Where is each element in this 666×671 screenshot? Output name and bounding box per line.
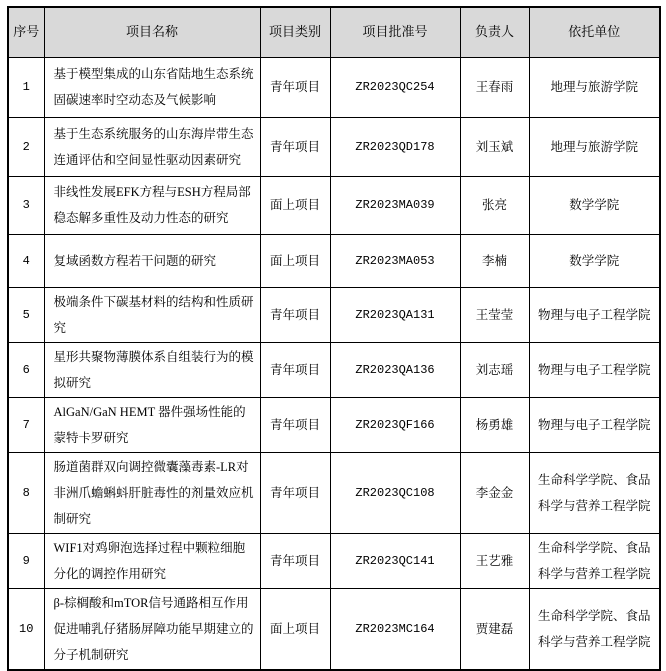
row-leader: 刘志瑶 xyxy=(460,342,529,397)
row-project-name: 非线性发展EFK方程与ESH方程局部稳态解多重性及动力性态的研究 xyxy=(44,176,260,234)
row-leader: 李楠 xyxy=(460,234,529,287)
row-leader: 王春雨 xyxy=(460,57,529,117)
row-leader: 杨勇雄 xyxy=(460,397,529,452)
table-row xyxy=(8,57,660,117)
header-grant-number: 项目批准号 xyxy=(330,7,460,57)
projects-table xyxy=(7,6,661,671)
row-category: 青年项目 xyxy=(260,452,330,533)
row-category: 面上项目 xyxy=(260,588,330,670)
row-seq: 5 xyxy=(8,287,44,342)
table-row xyxy=(8,452,660,533)
row-institution: 地理与旅游学院 xyxy=(529,117,660,176)
table-header xyxy=(8,7,660,57)
row-grant-number: ZR2023QC254 xyxy=(330,57,460,117)
row-grant-number: ZR2023MC164 xyxy=(330,588,460,670)
row-project-name: 基于模型集成的山东省陆地生态系统固碳速率时空动态及气候影响 xyxy=(44,57,260,117)
row-institution: 生命科学学院、食品科学与营养工程学院 xyxy=(529,452,660,533)
table-row xyxy=(8,234,660,287)
row-institution: 生命科学学院、食品科学与营养工程学院 xyxy=(529,588,660,670)
row-category: 青年项目 xyxy=(260,57,330,117)
header-seq: 序号 xyxy=(8,7,44,57)
row-category: 青年项目 xyxy=(260,342,330,397)
row-institution: 物理与电子工程学院 xyxy=(529,397,660,452)
row-project-name: 基于生态系统服务的山东海岸带生态连通评估和空间显性驱动因素研究 xyxy=(44,117,260,176)
row-institution: 物理与电子工程学院 xyxy=(529,287,660,342)
row-seq: 9 xyxy=(8,533,44,588)
row-leader: 王艺雅 xyxy=(460,533,529,588)
row-grant-number: ZR2023QC108 xyxy=(330,452,460,533)
row-project-name: 星形共聚物薄膜体系自组装行为的模拟研究 xyxy=(44,342,260,397)
row-leader: 刘玉斌 xyxy=(460,117,529,176)
table-row xyxy=(8,533,660,588)
row-leader: 张亮 xyxy=(460,176,529,234)
row-project-name: 复域函数方程若干问题的研究 xyxy=(44,234,260,287)
row-category: 青年项目 xyxy=(260,397,330,452)
row-category: 面上项目 xyxy=(260,234,330,287)
row-category: 青年项目 xyxy=(260,533,330,588)
row-seq: 10 xyxy=(8,588,44,670)
row-institution: 数学学院 xyxy=(529,234,660,287)
row-grant-number: ZR2023QC141 xyxy=(330,533,460,588)
row-seq: 7 xyxy=(8,397,44,452)
table-row xyxy=(8,117,660,176)
row-grant-number: ZR2023MA053 xyxy=(330,234,460,287)
header-category: 项目类别 xyxy=(260,7,330,57)
row-category: 面上项目 xyxy=(260,176,330,234)
row-project-name: 极端条件下碳基材料的结构和性质研究 xyxy=(44,287,260,342)
row-seq: 2 xyxy=(8,117,44,176)
row-seq: 8 xyxy=(8,452,44,533)
row-institution: 地理与旅游学院 xyxy=(529,57,660,117)
row-leader: 贾建磊 xyxy=(460,588,529,670)
row-institution: 生命科学学院、食品科学与营养工程学院 xyxy=(529,533,660,588)
row-institution: 数学学院 xyxy=(529,176,660,234)
header-leader: 负责人 xyxy=(460,7,529,57)
row-grant-number: ZR2023QD178 xyxy=(330,117,460,176)
row-institution: 物理与电子工程学院 xyxy=(529,342,660,397)
row-grant-number: ZR2023QA131 xyxy=(330,287,460,342)
row-project-name: 肠道菌群双向调控微囊藻毒素-LR对非洲爪蟾蝌蚪肝脏毒性的剂量效应机制研究 xyxy=(44,452,260,533)
row-grant-number: ZR2023MA039 xyxy=(330,176,460,234)
row-seq: 3 xyxy=(8,176,44,234)
header-institution: 依托单位 xyxy=(529,7,660,57)
row-category: 青年项目 xyxy=(260,117,330,176)
row-leader: 王莹莹 xyxy=(460,287,529,342)
row-seq: 4 xyxy=(8,234,44,287)
row-seq: 1 xyxy=(8,57,44,117)
table-row xyxy=(8,397,660,452)
row-category: 青年项目 xyxy=(260,287,330,342)
header-row xyxy=(8,7,660,57)
row-grant-number: ZR2023QF166 xyxy=(330,397,460,452)
table-row xyxy=(8,176,660,234)
header-project-name: 项目名称 xyxy=(44,7,260,57)
table-body xyxy=(8,57,660,670)
row-project-name: WIF1对鸡卵泡选择过程中颗粒细胞分化的调控作用研究 xyxy=(44,533,260,588)
table-row xyxy=(8,287,660,342)
row-project-name: AlGaN/GaN HEMT 器件强场性能的蒙特卡罗研究 xyxy=(44,397,260,452)
row-leader: 李金金 xyxy=(460,452,529,533)
table-row xyxy=(8,342,660,397)
table-row xyxy=(8,588,660,670)
row-seq: 6 xyxy=(8,342,44,397)
row-grant-number: ZR2023QA136 xyxy=(330,342,460,397)
row-project-name: β-棕榈酸和mTOR信号通路相互作用促进哺乳仔猪肠屏障功能早期建立的分子机制研究 xyxy=(44,588,260,670)
